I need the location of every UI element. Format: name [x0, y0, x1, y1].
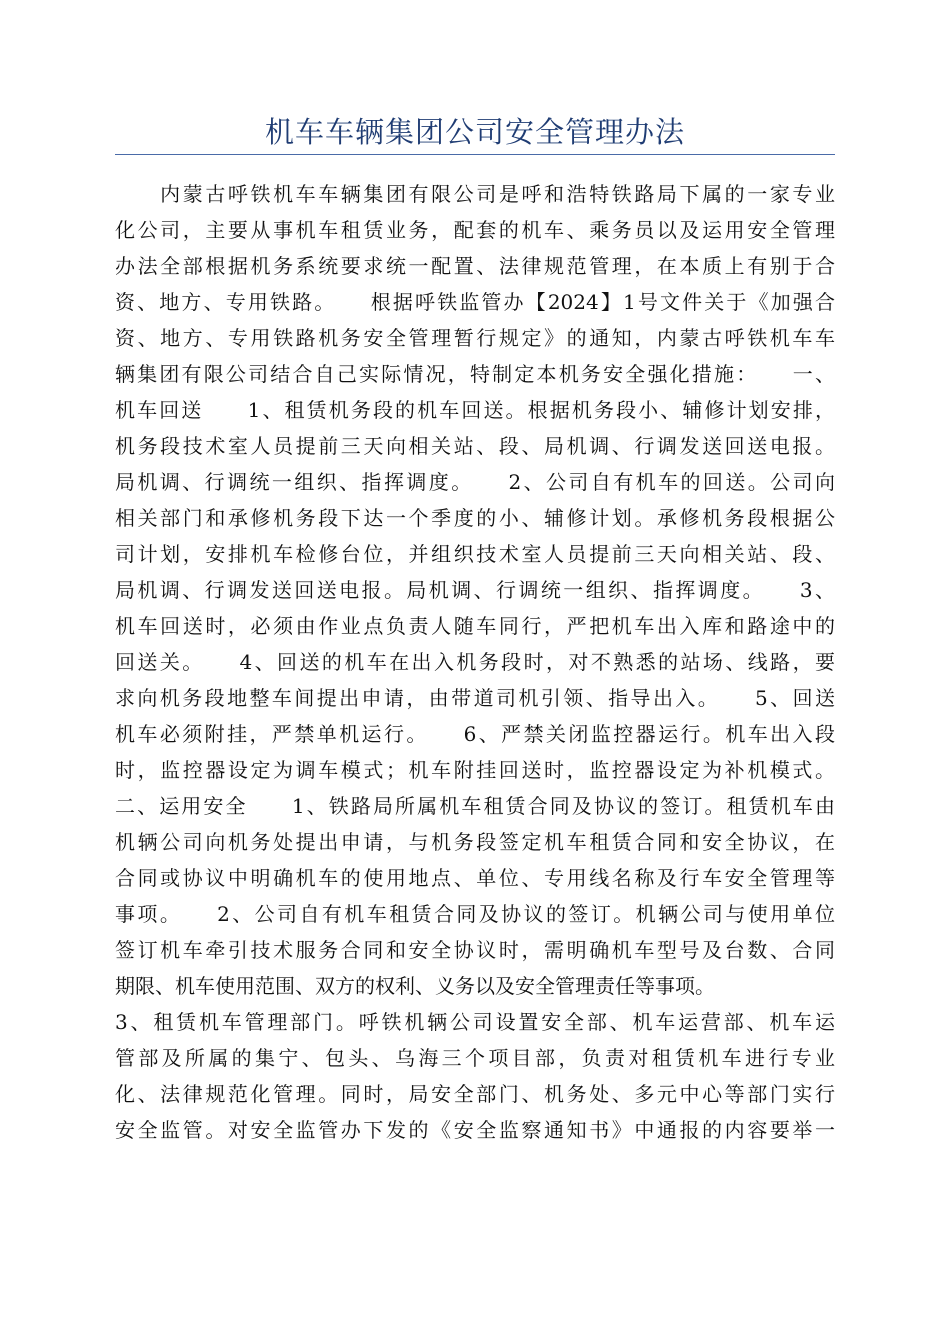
text-line: 资、地方、专用铁路。 根据呼铁监管办【2024】1号文件关于《加强合	[115, 290, 835, 314]
text-line: 时，监控器设定为调车模式；机车附挂回送时，监控器设定为补机模式。	[115, 758, 835, 782]
text-line: 内蒙古呼铁机车车辆集团有限公司是呼和浩特铁路局下属的一家专业	[115, 182, 835, 206]
text-line: 机车必须附挂，严禁单机运行。 6、严禁关闭监控器运行。机车出入段	[115, 722, 835, 746]
text-line: 回送关。 4、回送的机车在出入机务段时，对不熟悉的站场、线路，要	[115, 650, 835, 674]
text-line: 合同或协议中明确机车的使用地点、单位、专用线名称及行车安全管理等	[115, 866, 835, 890]
document-body	[115, 176, 835, 1148]
text-line: 相关部门和承修机务段下达一个季度的小、辅修计划。承修机务段根据公	[115, 506, 835, 530]
text-line: 3、租赁机车管理部门。呼铁机辆公司设置安全部、机车运营部、机车运	[115, 1010, 835, 1034]
text-line: 办法全部根据机务系统要求统一配置、法律规范管理，在本质上有别于合	[115, 254, 835, 278]
text-line: 资、地方、专用铁路机务安全管理暂行规定》的通知，内蒙古呼铁机车车	[115, 326, 835, 350]
title-underline	[115, 154, 835, 155]
text-line: 签订机车牵引技术服务合同和安全协议时，需明确机车型号及台数、合同	[115, 938, 835, 962]
text-line: 化公司，主要从事机车租赁业务，配套的机车、乘务员以及运用安全管理	[115, 218, 835, 242]
document-title: 机车车辆集团公司安全管理办法	[264, 115, 685, 149]
text-line: 机车回送 1、租赁机务段的机车回送。根据机务段小、辅修计划安排，	[115, 398, 835, 422]
text-line: 求向机务段地整车间提出申请，由带道司机引领、指导出入。 5、回送	[115, 686, 835, 710]
text-line: 二、运用安全 1、铁路局所属机车租赁合同及协议的签订。租赁机车由	[115, 794, 835, 818]
text-line: 局机调、行调统一组织、指挥调度。 2、公司自有机车的回送。公司向	[115, 470, 835, 494]
text-line: 管部及所属的集宁、包头、乌海三个项目部，负责对租赁机车进行专业	[115, 1046, 835, 1070]
text-line: 局机调、行调发送回送电报。局机调、行调统一组织、指挥调度。 3、	[115, 578, 835, 602]
text-line: 辆集团有限公司结合自己实际情况，特制定本机务安全强化措施： 一、	[115, 362, 835, 386]
text-line: 事项。 2、公司自有机车租赁合同及协议的签订。机辆公司与使用单位	[115, 902, 835, 926]
text-line: 司计划，安排机车检修台位，并组织技术室人员提前三天向相关站、段、	[115, 542, 835, 566]
text-line: 化、法律规范化管理。同时，局安全部门、机务处、多元中心等部门实行	[115, 1082, 835, 1106]
text-line: 期限、机车使用范围、双方的权利、义务以及安全管理责任等事项。	[115, 974, 715, 998]
text-line: 机辆公司向机务处提出申请，与机务段签定机车租赁合同和安全协议，在	[115, 830, 835, 854]
text-line: 机务段技术室人员提前三天向相关站、段、局机调、行调发送回送电报。	[115, 434, 835, 458]
text-line: 机车回送时，必须由作业点负责人随车同行，严把机车出入库和路途中的	[115, 614, 835, 638]
text-line: 安全监管。对安全监管办下发的《安全监察通知书》中通报的内容要举一	[115, 1118, 835, 1142]
